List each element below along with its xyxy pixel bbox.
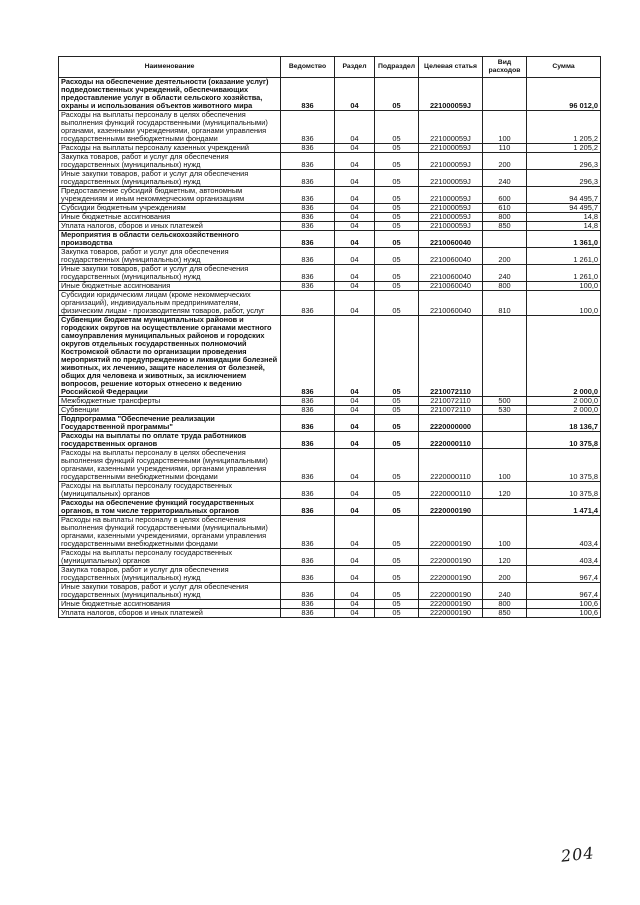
cell-kind: 240 — [483, 583, 527, 600]
cell-section: 04 — [335, 231, 375, 248]
cell-target: 2220000000 — [419, 415, 483, 432]
cell-subsection: 05 — [375, 231, 419, 248]
cell-name: Субвенции бюджетам муниципальных районов и городских округов на осуществление органами местного самоуправления муниципальных районов и городских округов отдельных государственных полномочий Костромской области по организации проведения мероприятий по предупреждению и ликвидации болезней животных, их лечению, защите населения от болезней, общих для человека и животных, за исключением вопросов, решение которых отнесено к ведению Российской Федерации — [59, 316, 281, 397]
cell-subsection: 05 — [375, 144, 419, 153]
cell-name: Закупка товаров, работ и услуг для обеспечения государственных (муниципальных) нужд — [59, 566, 281, 583]
cell-section: 04 — [335, 291, 375, 316]
cell-kind: 850 — [483, 609, 527, 618]
cell-subsection: 05 — [375, 248, 419, 265]
header-target: Целевая статья — [419, 57, 483, 78]
cell-kind: 200 — [483, 248, 527, 265]
cell-target: 2220000190 — [419, 600, 483, 609]
cell-sum: 10 375,8 — [527, 482, 601, 499]
cell-subsection: 05 — [375, 600, 419, 609]
cell-target: 221000059J — [419, 213, 483, 222]
cell-name: Субсидии бюджетным учреждениям — [59, 204, 281, 213]
cell-name: Субвенции — [59, 406, 281, 415]
cell-target: 221000059J — [419, 204, 483, 213]
cell-subsection: 05 — [375, 449, 419, 482]
cell-dept: 836 — [281, 482, 335, 499]
cell-target: 2220000190 — [419, 549, 483, 566]
cell-target: 2220000190 — [419, 499, 483, 516]
cell-subsection: 05 — [375, 282, 419, 291]
table-row — [59, 222, 601, 231]
table-row — [59, 516, 601, 549]
cell-subsection: 05 — [375, 397, 419, 406]
table-row — [59, 316, 601, 397]
cell-target: 221000059J — [419, 187, 483, 204]
cell-section: 04 — [335, 213, 375, 222]
cell-subsection: 05 — [375, 204, 419, 213]
cell-sum: 1 205,2 — [527, 111, 601, 144]
cell-kind: 240 — [483, 265, 527, 282]
cell-name: Иные закупки товаров, работ и услуг для обеспечения государственных (муниципальных) нужд — [59, 265, 281, 282]
cell-sum: 100,0 — [527, 291, 601, 316]
cell-section: 04 — [335, 222, 375, 231]
cell-target: 2220000110 — [419, 432, 483, 449]
cell-name: Иные бюджетные ассигнования — [59, 600, 281, 609]
cell-subsection: 05 — [375, 549, 419, 566]
cell-sum: 94 495,7 — [527, 187, 601, 204]
cell-subsection: 05 — [375, 213, 419, 222]
cell-subsection: 05 — [375, 265, 419, 282]
cell-section: 04 — [335, 111, 375, 144]
cell-section: 04 — [335, 516, 375, 549]
cell-subsection: 05 — [375, 170, 419, 187]
cell-sum: 1 205,2 — [527, 144, 601, 153]
cell-sum: 100,6 — [527, 600, 601, 609]
cell-kind — [483, 231, 527, 248]
table-row — [59, 397, 601, 406]
cell-section: 04 — [335, 499, 375, 516]
cell-section: 04 — [335, 265, 375, 282]
table-row — [59, 213, 601, 222]
cell-kind: 120 — [483, 482, 527, 499]
cell-target: 2210072110 — [419, 316, 483, 397]
cell-sum: 18 136,7 — [527, 415, 601, 432]
cell-dept: 836 — [281, 144, 335, 153]
cell-target: 221000059J — [419, 153, 483, 170]
table-row — [59, 111, 601, 144]
table-body — [59, 78, 601, 618]
budget-table — [58, 56, 601, 618]
cell-dept: 836 — [281, 516, 335, 549]
cell-sum: 96 012,0 — [527, 78, 601, 111]
cell-target: 2210072110 — [419, 397, 483, 406]
cell-section: 04 — [335, 609, 375, 618]
cell-sum: 14,8 — [527, 213, 601, 222]
table-row — [59, 144, 601, 153]
cell-subsection: 05 — [375, 316, 419, 397]
table-row — [59, 265, 601, 282]
table-row — [59, 153, 601, 170]
cell-target: 2210060040 — [419, 282, 483, 291]
table-row — [59, 78, 601, 111]
cell-section: 04 — [335, 397, 375, 406]
cell-name: Иные закупки товаров, работ и услуг для обеспечения государственных (муниципальных) нужд — [59, 170, 281, 187]
cell-name: Субсидии юридическим лицам (кроме некоммерческих организаций), индивидуальным предпринимателям, физическим лицам - производителям товаров, работ, услуг — [59, 291, 281, 316]
table-row — [59, 566, 601, 583]
table-row — [59, 415, 601, 432]
cell-target: 2220000190 — [419, 516, 483, 549]
cell-subsection: 05 — [375, 566, 419, 583]
cell-section: 04 — [335, 415, 375, 432]
cell-dept: 836 — [281, 78, 335, 111]
cell-dept: 836 — [281, 600, 335, 609]
cell-name: Иные бюджетные ассигнования — [59, 282, 281, 291]
cell-dept: 836 — [281, 170, 335, 187]
table-header-row — [59, 57, 601, 78]
cell-subsection: 05 — [375, 415, 419, 432]
cell-dept: 836 — [281, 432, 335, 449]
cell-target: 2210060040 — [419, 291, 483, 316]
table-row — [59, 406, 601, 415]
cell-name: Расходы на выплаты персоналу государственных (муниципальных) органов — [59, 482, 281, 499]
table-row — [59, 204, 601, 213]
cell-dept: 836 — [281, 291, 335, 316]
cell-name: Уплата налогов, сборов и иных платежей — [59, 609, 281, 618]
cell-name: Закупка товаров, работ и услуг для обеспечения государственных (муниципальных) нужд — [59, 153, 281, 170]
cell-dept: 836 — [281, 449, 335, 482]
cell-sum: 1 471,4 — [527, 499, 601, 516]
cell-sum: 967,4 — [527, 566, 601, 583]
cell-subsection: 05 — [375, 516, 419, 549]
cell-kind: 120 — [483, 549, 527, 566]
table-row — [59, 609, 601, 618]
cell-kind: 200 — [483, 566, 527, 583]
cell-subsection: 05 — [375, 432, 419, 449]
cell-subsection: 05 — [375, 187, 419, 204]
table-row — [59, 432, 601, 449]
cell-target: 2220000110 — [419, 449, 483, 482]
cell-section: 04 — [335, 316, 375, 397]
cell-sum: 1 261,0 — [527, 265, 601, 282]
cell-dept: 836 — [281, 265, 335, 282]
cell-target: 221000059J — [419, 170, 483, 187]
cell-sum: 10 375,8 — [527, 449, 601, 482]
cell-target: 2220000190 — [419, 566, 483, 583]
cell-dept: 836 — [281, 316, 335, 397]
cell-kind: 800 — [483, 213, 527, 222]
cell-name: Расходы на выплаты персоналу в целях обеспечения выполнения функций государственными (муниципальными) органами, казенными учреждениями, органами управления государственными внебюджетными фондами — [59, 516, 281, 549]
cell-target: 2210060040 — [419, 248, 483, 265]
cell-section: 04 — [335, 566, 375, 583]
cell-sum: 1 361,0 — [527, 231, 601, 248]
cell-name: Расходы на выплаты персоналу государственных (муниципальных) органов — [59, 549, 281, 566]
cell-name: Расходы на обеспечение деятельности (оказание услуг) подведомственных учреждений, обеспечивающих предоставление услуг в области сельского хозяйства, охраны и использования объектов животного мира — [59, 78, 281, 111]
header-subsection: Подраздел — [375, 57, 419, 78]
cell-dept: 836 — [281, 222, 335, 231]
cell-kind — [483, 432, 527, 449]
cell-subsection: 05 — [375, 291, 419, 316]
cell-subsection: 05 — [375, 482, 419, 499]
cell-sum: 2 000,0 — [527, 406, 601, 415]
cell-kind: 100 — [483, 516, 527, 549]
cell-dept: 836 — [281, 406, 335, 415]
cell-kind — [483, 415, 527, 432]
cell-section: 04 — [335, 600, 375, 609]
cell-sum: 2 000,0 — [527, 316, 601, 397]
cell-name: Уплата налогов, сборов и иных платежей — [59, 222, 281, 231]
cell-target: 2210072110 — [419, 406, 483, 415]
table-row — [59, 549, 601, 566]
cell-name: Предоставление субсидий бюджетным, автономным учреждениям и иным некоммерческим организациям — [59, 187, 281, 204]
cell-kind: 240 — [483, 170, 527, 187]
table-row — [59, 282, 601, 291]
cell-target: 221000059J — [419, 222, 483, 231]
cell-kind: 500 — [483, 397, 527, 406]
cell-kind — [483, 78, 527, 111]
cell-sum: 967,4 — [527, 583, 601, 600]
header-dept: Ведомство — [281, 57, 335, 78]
cell-name: Расходы на выплаты персоналу в целях обеспечения выполнения функций государственными (муниципальными) органами, казенными учреждениями, органами управления государственными внебюджетными фондами — [59, 111, 281, 144]
cell-subsection: 05 — [375, 153, 419, 170]
table-row — [59, 170, 601, 187]
cell-kind — [483, 499, 527, 516]
cell-subsection: 05 — [375, 583, 419, 600]
table-row — [59, 248, 601, 265]
cell-name: Мероприятия в области сельскохозяйственного производства — [59, 231, 281, 248]
cell-section: 04 — [335, 187, 375, 204]
cell-sum: 94 495,7 — [527, 204, 601, 213]
cell-target: 221000059J — [419, 144, 483, 153]
cell-kind: 110 — [483, 144, 527, 153]
header-name: Наименование — [59, 57, 281, 78]
cell-target: 2220000110 — [419, 482, 483, 499]
cell-subsection: 05 — [375, 222, 419, 231]
cell-dept: 836 — [281, 609, 335, 618]
cell-kind: 100 — [483, 111, 527, 144]
cell-name: Закупка товаров, работ и услуг для обеспечения государственных (муниципальных) нужд — [59, 248, 281, 265]
cell-name: Иные закупки товаров, работ и услуг для обеспечения государственных (муниципальных) нужд — [59, 583, 281, 600]
cell-section: 04 — [335, 482, 375, 499]
table-row — [59, 499, 601, 516]
cell-dept: 836 — [281, 566, 335, 583]
cell-dept: 836 — [281, 499, 335, 516]
table-row — [59, 231, 601, 248]
cell-name: Иные бюджетные ассигнования — [59, 213, 281, 222]
cell-dept: 836 — [281, 397, 335, 406]
cell-sum: 296,3 — [527, 170, 601, 187]
cell-section: 04 — [335, 78, 375, 111]
cell-kind: 200 — [483, 153, 527, 170]
table-row — [59, 291, 601, 316]
cell-dept: 836 — [281, 415, 335, 432]
table-row — [59, 482, 601, 499]
cell-dept: 836 — [281, 111, 335, 144]
table-row — [59, 583, 601, 600]
cell-sum: 100,0 — [527, 282, 601, 291]
cell-name: Расходы на выплаты по оплате труда работников государственных органов — [59, 432, 281, 449]
cell-kind: 800 — [483, 600, 527, 609]
cell-sum: 2 000,0 — [527, 397, 601, 406]
cell-subsection: 05 — [375, 499, 419, 516]
cell-section: 04 — [335, 204, 375, 213]
cell-section: 04 — [335, 282, 375, 291]
cell-section: 04 — [335, 583, 375, 600]
cell-kind: 600 — [483, 187, 527, 204]
cell-target: 221000059J — [419, 111, 483, 144]
cell-section: 04 — [335, 144, 375, 153]
cell-section: 04 — [335, 432, 375, 449]
header-sum: Сумма — [527, 57, 601, 78]
handwritten-page-number: 204 — [560, 843, 596, 866]
table-row — [59, 600, 601, 609]
cell-section: 04 — [335, 449, 375, 482]
cell-dept: 836 — [281, 583, 335, 600]
cell-name: Подпрограмма "Обеспечение реализации Государственной программы" — [59, 415, 281, 432]
cell-target: 2210060040 — [419, 231, 483, 248]
cell-subsection: 05 — [375, 406, 419, 415]
cell-dept: 836 — [281, 187, 335, 204]
cell-kind: 850 — [483, 222, 527, 231]
cell-sum: 403,4 — [527, 549, 601, 566]
table-row — [59, 449, 601, 482]
cell-subsection: 05 — [375, 609, 419, 618]
cell-dept: 836 — [281, 204, 335, 213]
cell-target: 2220000190 — [419, 609, 483, 618]
cell-subsection: 05 — [375, 111, 419, 144]
cell-kind: 530 — [483, 406, 527, 415]
header-kind: Вид расходов — [483, 57, 527, 78]
cell-sum: 1 261,0 — [527, 248, 601, 265]
cell-sum: 296,3 — [527, 153, 601, 170]
cell-sum: 14,8 — [527, 222, 601, 231]
cell-dept: 836 — [281, 231, 335, 248]
cell-sum: 100,6 — [527, 609, 601, 618]
header-section: Раздел — [335, 57, 375, 78]
cell-kind: 610 — [483, 204, 527, 213]
cell-name: Расходы на выплаты персоналу казенных учреждений — [59, 144, 281, 153]
cell-dept: 836 — [281, 282, 335, 291]
cell-section: 04 — [335, 406, 375, 415]
cell-subsection: 05 — [375, 78, 419, 111]
cell-name: Расходы на выплаты персоналу в целях обеспечения выполнения функций государственными (муниципальными) органами, казенными учреждениями, органами управления государственными внебюджетными фондами — [59, 449, 281, 482]
cell-kind: 810 — [483, 291, 527, 316]
budget-table-container — [58, 56, 601, 618]
cell-dept: 836 — [281, 248, 335, 265]
cell-section: 04 — [335, 248, 375, 265]
cell-section: 04 — [335, 549, 375, 566]
cell-section: 04 — [335, 170, 375, 187]
cell-section: 04 — [335, 153, 375, 170]
cell-dept: 836 — [281, 153, 335, 170]
cell-target: 2220000190 — [419, 583, 483, 600]
cell-name: Межбюджетные трансферты — [59, 397, 281, 406]
cell-target: 221000059J — [419, 78, 483, 111]
table-row — [59, 187, 601, 204]
cell-sum: 10 375,8 — [527, 432, 601, 449]
cell-kind: 100 — [483, 449, 527, 482]
cell-sum: 403,4 — [527, 516, 601, 549]
cell-dept: 836 — [281, 213, 335, 222]
cell-dept: 836 — [281, 549, 335, 566]
cell-name: Расходы на обеспечение функций государственных органов, в том числе территориальных органов — [59, 499, 281, 516]
cell-target: 2210060040 — [419, 265, 483, 282]
cell-kind — [483, 316, 527, 397]
cell-kind: 800 — [483, 282, 527, 291]
